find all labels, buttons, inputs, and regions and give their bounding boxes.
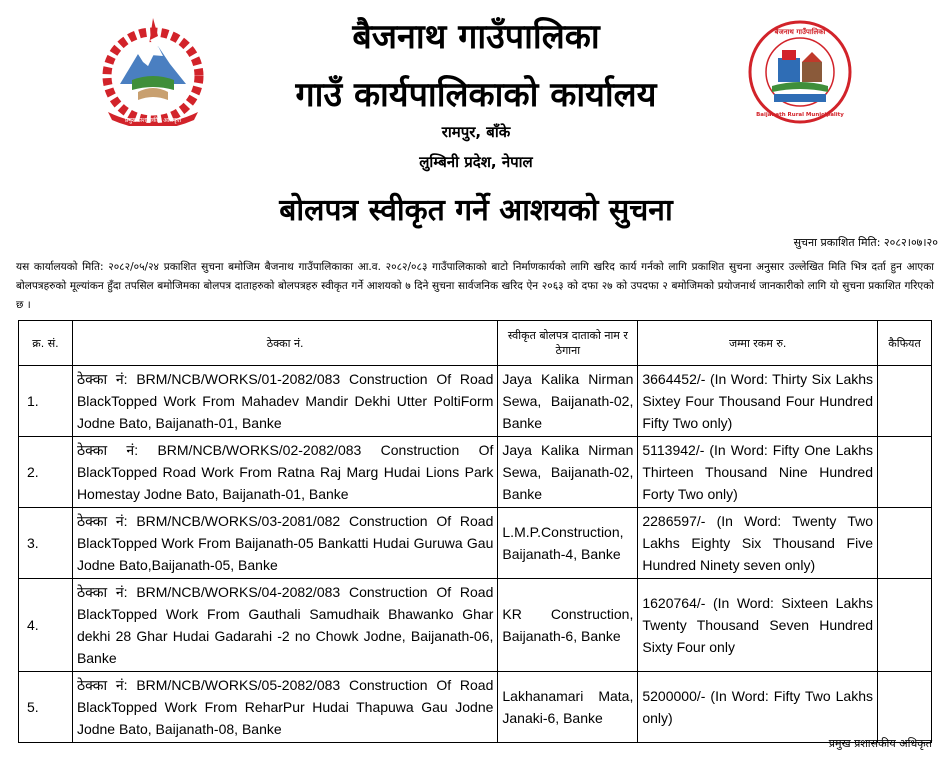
table-row [19, 366, 932, 437]
row-bidder: L.M.P.Construction, Baijanath-4, Banke [498, 508, 638, 579]
signature-title: प्रमुख प्रशासकीय अधिकृत [828, 737, 932, 750]
row-remarks [878, 366, 932, 437]
address-line-2: लुम्बिनी प्रदेश, नेपाल [419, 153, 533, 171]
row-contract: ठेक्का नं: BRM/NCB/WORKS/03-2081/082 Construction Of Road BlackTopped Work From Baijanath-05 Bankatti Hudai Guruwa Gau Jodne Bato,Baijanath-05, Banke [72, 508, 497, 579]
header-amount: जम्मा रकम रु. [638, 321, 878, 366]
seal-top-text: बैजनाथ गाउँपालिका [774, 28, 826, 36]
accepted-bids-table [18, 320, 932, 743]
row-amount: 3664452/- (In Word: Thirty Six Lakhs Sixtey Four Thousand Four Hundred Fifty Two only) [638, 366, 878, 437]
table-header-row [19, 321, 932, 366]
table-row [19, 579, 932, 672]
header-remarks: कैफियत [878, 321, 932, 366]
row-contract: ठेक्का नं: BRM/NCB/WORKS/02-2082/083 Construction Of BlackTopped Road Work From Ratna Raj Marg Hudai Lions Park Homestay Jodne Bato, Baijanath-01, Banke [72, 437, 497, 508]
row-bidder: Lakhanamari Mata, Janaki-6, Banke [498, 672, 638, 743]
row-serial: 2. [19, 437, 73, 508]
emblem-motto-text: प्रमुख प्रशासकीय अधिकृत [124, 117, 182, 124]
notice-title: बोलपत्र स्वीकृत गर्ने आशयको सुचना [279, 193, 673, 228]
header-serial: क्र. सं. [19, 321, 73, 366]
published-date: सुचना प्रकाशित मिति: २०८२।०७।२० [793, 236, 938, 249]
letterhead [0, 0, 952, 230]
municipality-name: बैजनाथ गाउँपालिका [352, 17, 600, 57]
row-serial: 5. [19, 672, 73, 743]
row-bidder: Jaya Kalika Nirman Sewa, Baijanath-02, Banke [498, 437, 638, 508]
address-line-1: रामपुर, बाँके [441, 123, 511, 141]
row-amount: 1620764/- (In Word: Sixteen Lakhs Twenty Thousand Seven Hundred Sixty Four only [638, 579, 878, 672]
row-remarks [878, 508, 932, 579]
row-bidder: KR Construction, Baijanath-6, Banke [498, 579, 638, 672]
notice-intro: यस कार्यालयको मिति: २०८२/०५/२४ प्रकाशित सुचना बमोजिम बैजनाथ गाउँपालिकाका आ.व. २०८२/०८३ गाउँपालिकाको बाटो निर्माणकार्यको लागि खरिद कार्य गर्नको लागि प्रकाशित सुचना अनुसार उल्लेखित मिति भित्र दर्ता हुन आएका बोलपत्रहरुको मूल्यांकन हुँदा तपसिल बमोजिमका बोलपत्र दाताहरुको बोलपत्रहरु स्वीकृत गर्ने आशयको ७ दिने सुचना सार्वजनिक खरिद ऐन २०६३ को दफा २७ को उपदफा २ बमोजिमको प्रयोजनार्थ जानकारीको लागि यो सुचना प्रकाशित गरिएको छ । [16, 261, 934, 311]
table-row [19, 437, 932, 508]
row-serial: 4. [19, 579, 73, 672]
table-row [19, 672, 932, 743]
header-bidder: स्वीकृत बोलपत्र दाताको नाम र ठेगाना [498, 321, 638, 366]
row-amount: 2286597/- (In Word: Twenty Two Lakhs Eighty Six Thousand Five Hundred Ninety seven only) [638, 508, 878, 579]
row-remarks [878, 437, 932, 508]
row-amount: 5200000/- (In Word: Fifty Two Lakhs only) [638, 672, 878, 743]
row-contract: ठेक्का नं: BRM/NCB/WORKS/04-2082/083 Construction Of Road BlackTopped Work From Gauthali Samudhaik Bhawanko Ghar dekhi 28 Ghar Hudai Gadarahi -2 no Chowk Jodne, Baijanath-06, Banke [72, 579, 497, 672]
row-contract: ठेक्का नं: BRM/NCB/WORKS/01-2082/083 Construction Of Road BlackTopped Work From Mahadev Mandir Dekhi Utter PoltiForm Jodne Bato, Baijanath-01, Banke [72, 366, 497, 437]
seal-bottom-text: Baijanath Rural Municipality [756, 112, 844, 118]
row-remarks [878, 672, 932, 743]
row-contract: ठेक्का नं: BRM/NCB/WORKS/05-2082/083 Construction Of Road BlackTopped Work From ReharPur Hudai Thapuwa Gau Jodne Jodne Bato, Baijanath-08, Banke [72, 672, 497, 743]
table-row [19, 508, 932, 579]
header-contract: ठेक्का नं. [72, 321, 497, 366]
office-name: गाउँ कार्यपालिकाको कार्यालय [295, 75, 657, 115]
row-remarks [878, 579, 932, 672]
row-amount: 5113942/- (In Word: Fifty One Lakhs Thirteen Thousand Nine Hundred Forty Two only) [638, 437, 878, 508]
row-serial: 3. [19, 508, 73, 579]
row-serial: 1. [19, 366, 73, 437]
row-bidder: Jaya Kalika Nirman Sewa, Baijanath-02, Banke [498, 366, 638, 437]
